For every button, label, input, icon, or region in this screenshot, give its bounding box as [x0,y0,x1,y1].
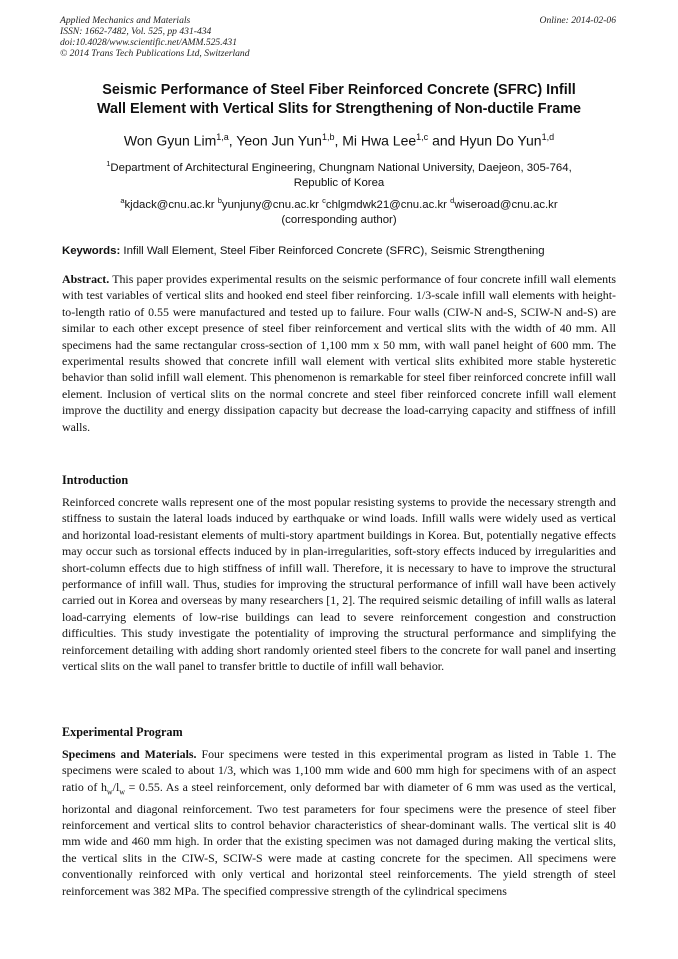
journal-header [60,15,616,59]
author-3: Mi Hwa Lee [342,132,417,149]
online-date: Online: 2014-02-06 [539,15,616,26]
email-d: wiseroad@cnu.ac.kr [454,198,558,211]
introduction-heading: Introduction [62,473,129,487]
subsection-label: Specimens and Materials. [62,747,197,761]
abstract-text: This paper provides experimental results on the seismic performance of four concrete infill wall elements with test variables of vertical slits and hooked end steel fiber reinforcing. 1/3-scale infill wall elements with height-to-length ratio of 0.55 were manufactured and tested up to failure. Four walls (CIW-N and-S, SCIW-N and-S) are similar to each other except presence of steel fiber reinforcement and vertical slits with the width of 40 mm. All specimens had the same rectangular cross-section of 1,100 mm x 50 mm, with wall panel height of 600 mm. The experimental results showed that concrete infill wall element with vertical slits exhibited more stable hysteretic behavior than solid infill wall element. This phenomenon is remarkable for steel fiber reinforced concrete infill wall element. Inclusion of vertical slits on the normal concrete and steel fiber reinforced concrete infill wall element improve the ductility and energy dissipation capacity but decrease the load-carrying capacity and stiffness of infill walls. [62,272,616,434]
keywords: Keywords: Infill Wall Element, Steel Fiber Reinforced Concrete (SFRC), Seismic Strengthening [62,245,545,257]
experimental-text: Specimens and Materials. Four specimens were tested in this experimental program as listed in Table 1. The specimens were scaled to about 1/3, which was 1,100 mm wide and 600 mm high for specimens with of an aspect ratio of $h_w/l_w = 0.55$. As a steel reinforcement, only deformed bar with diameter of 6 mm was used as the vertical, horizontal and diagonal reinforcement. Two test parameters for four specimens were the presence of steel fiber reinforcement and vertical slits to control behavior characteristics of shear-dominant walls. The vertical slit is 40 mm wide and 460 mm high. In order that the existing specimen was not damaged during making the vertical slits, the vertical slits in the CIW-S, SCIW-S were made at casting concrete for the specimen. All specimens were conventionally reinforced with only vertical and horizontal steel reinforcements. The yield strength of steel reinforcement was 382 MPa. The specified compressive strength of the cylindrical specimens [62,747,616,898]
email-c: chlgmdwk21@cnu.ac.kr [325,198,447,211]
author-4: Hyun Do Yun [459,132,542,149]
abstract [62,271,616,435]
author-2: Yeon Jun Yun [236,132,322,149]
author-1: Won Gyun Lim [123,132,217,149]
affiliation: $^1$Department of Architectural Engineering, Chungnam National University, Daejeon, 305-764, Republic of Korea [106,159,572,189]
corresponding-note: (corresponding author) [281,213,397,226]
author-emails: $^a$kjdack@cnu.ac.kr $^b$yunjuny@cnu.ac.kr $^c$chlgmdwk21@cnu.ac.kr $^d$wiseroad@cnu.ac.kr (corresponding author) [40,193,638,228]
experimental-heading: Experimental Program [62,725,183,739]
email-a: kjdack@cnu.ac.kr [124,198,215,211]
email-b: yunjuny@cnu.ac.kr [221,198,319,211]
title-line-2: Wall Element with Vertical Slits for Strengthening of Non-ductile Frame [96,101,581,117]
author-list: Won Gyun Lim$^{1,a}$, Yeon Jun Yun$^{1,b}$, Mi Hwa Lee$^{1,c}$ and Hyun Do Yun$^{1,d}$ [123,132,555,149]
doi: doi:10.4028/www.scientific.net/AMM.525.431 [60,37,238,48]
title-line-1: Seismic Performance of Steel Fiber Reinforced Concrete (SFRC) Infill [102,82,576,98]
abstract-label: Abstract. [62,272,110,286]
copyright: © 2014 Trans Tech Publications Ltd, Switzerland [60,48,250,59]
paper-title [40,81,638,119]
introduction-text: Reinforced concrete walls represent one of the most popular resisting systems to provide the necessary strength and stiffness to sustain the lateral loads induced by earthquake or wind loads. Infill walls were widely used as vertical and horizontal load-resistant elements of multi-story apartment buildings in Korea. But, potentially negative effects may occur such as torsional effects induced by in plan-irregularities, soft-story effects induced by irregularities and short-column effects due to high stiffness of infill wall. Therefore, it is necessary to have to improve the structural performance of infill wall. Thus, studies for improving the structural performance of infill wall have been actively carried out in Korea and overseas by many researchers [1, 2]. The required seismic detailing of infill walls as lateral load-carrying elements of low-rise buildings can lead to severe reinforcement congestion and construction difficulties. This study investigate the potentiality of improving the structural performance and simplifying the reinforcement detailing with adding short randomly oriented steel fibers to the concrete for wall panel and inserting vertical slits on the wall panel to transfer brittle to ductile of infill wall behavior. [62,495,616,674]
journal-name: Applied Mechanics and Materials [60,15,191,26]
issn: ISSN: 1662-7482, Vol. 525, pp 431-434 [60,26,212,37]
